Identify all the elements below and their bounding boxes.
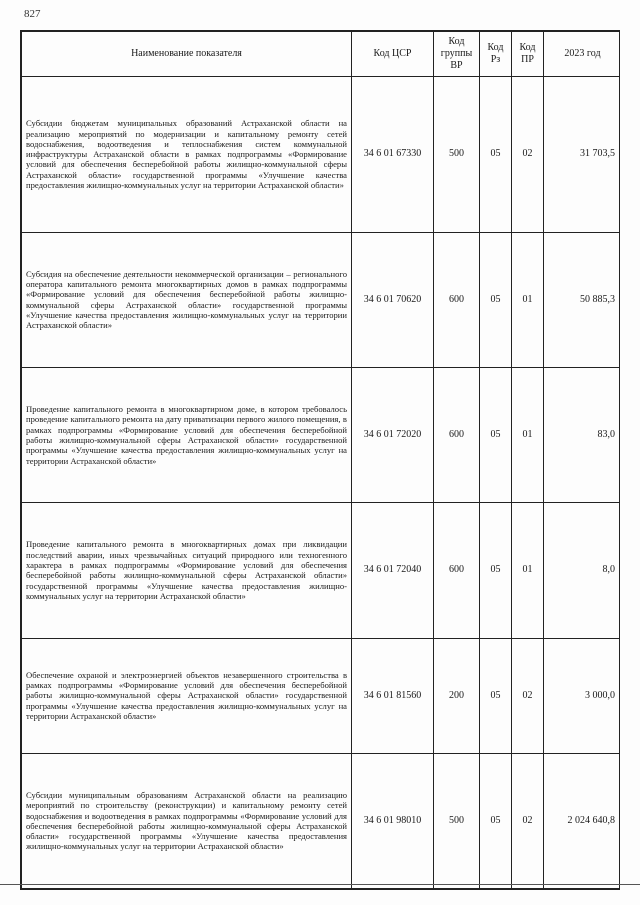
table-row — [22, 367, 621, 502]
row-csr-code: 34 6 01 72020 — [352, 367, 434, 502]
row-vr-code: 600 — [434, 367, 480, 502]
row-pr-code: 02 — [512, 77, 544, 233]
row-csr-code: 34 6 01 98010 — [352, 753, 434, 888]
row-amount: 8,0 — [544, 503, 621, 638]
row-amount: 2 024 640,8 — [544, 753, 621, 888]
scan-edge-line — [0, 884, 640, 885]
row-vr-code: 600 — [434, 232, 480, 367]
header-rz: Код Рз — [480, 32, 512, 77]
table-row — [22, 753, 621, 888]
row-vr-code: 600 — [434, 503, 480, 638]
row-amount: 83,0 — [544, 367, 621, 502]
row-vr-code: 500 — [434, 753, 480, 888]
row-rz-code: 05 — [480, 503, 512, 638]
row-vr-code: 200 — [434, 638, 480, 753]
table-header — [22, 32, 621, 77]
table-row — [22, 232, 621, 367]
header-csr: Код ЦСР — [352, 32, 434, 77]
row-name: Обеспечение охраной и электроэнергией объектов незавершенного строительства в рамках подпрограммы «Формирование условий для обеспечения бесперебойной работы жилищно-коммунальной сферы Астраханской области» государственной программы «Улучшение качества предоставления жилищно-коммунальных услуг на территории Астраханской области» — [22, 638, 352, 753]
row-csr-code: 34 6 01 72040 — [352, 503, 434, 638]
row-pr-code: 01 — [512, 503, 544, 638]
row-csr-code: 34 6 01 67330 — [352, 77, 434, 233]
row-name: Субсидии бюджетам муниципальных образований Астраханской области на реализацию мероприятий по модернизации и капитальному ремонту сетей водоснабжения, водоотведения и теплоснабжения систем коммунальной инфраструктуры Астраханской области в рамках подпрограммы «Формирование условий для обеспечения бесперебойной работы жилищно-коммунальной сферы Астраханской области» государственной программы «Улучшение качества предоставления жилищно-коммунальных услуг на территории Астраханской области» — [22, 77, 352, 233]
row-pr-code: 01 — [512, 232, 544, 367]
row-pr-code: 01 — [512, 367, 544, 502]
header-name: Наименование показателя — [22, 32, 352, 77]
row-name: Проведение капитального ремонта в многоквартирных домах при ликвидации последствий аварии, иных чрезвычайных ситуаций природного или техногенного характера в рамках подпрограммы «Формирование условий для обеспечения бесперебойной работы жилищно-коммунальной сферы Астраханской области» государственной программы «Улучшение качества предоставления жилищно-коммунальных услуг на территории Астраханской области» — [22, 503, 352, 638]
row-amount: 3 000,0 — [544, 638, 621, 753]
header-row — [22, 32, 621, 77]
table-body — [22, 77, 621, 889]
row-csr-code: 34 6 01 81560 — [352, 638, 434, 753]
row-pr-code: 02 — [512, 753, 544, 888]
row-name: Субсидия на обеспечение деятельности некоммерческой организации – регионального оператора капитального ремонта многоквартирных домов в рамках подпрограммы «Формирование условий для обеспечения бесперебойной работы жилищно-коммунальной сферы Астраханской области» государственной программы «Улучшение качества предоставления жилищно-коммунальных услуг на территории Астраханской области» — [22, 232, 352, 367]
table-row — [22, 503, 621, 638]
budget-table-container — [20, 30, 620, 890]
row-amount: 31 703,5 — [544, 77, 621, 233]
budget-table — [21, 31, 620, 889]
row-rz-code: 05 — [480, 232, 512, 367]
header-pr: Код ПР — [512, 32, 544, 77]
row-rz-code: 05 — [480, 753, 512, 888]
row-vr-code: 500 — [434, 77, 480, 233]
row-pr-code: 02 — [512, 638, 544, 753]
row-rz-code: 05 — [480, 367, 512, 502]
row-csr-code: 34 6 01 70620 — [352, 232, 434, 367]
table-row — [22, 638, 621, 753]
row-rz-code: 05 — [480, 77, 512, 233]
page-number: 827 — [24, 8, 41, 20]
row-name: Проведение капитального ремонта в многоквартирном доме, в котором требовалось проведение капитального ремонта на дату приватизации первого жилого помещения, в рамках подпрограммы «Формирование условий для обеспечения бесперебойной работы жилищно-коммунальной сферы Астраханской области» государственной программы «Улучшение качества предоставления жилищно-коммунальных услуг на территории Астраханской области» — [22, 367, 352, 502]
header-vr: Код группы ВР — [434, 32, 480, 77]
row-amount: 50 885,3 — [544, 232, 621, 367]
table-row — [22, 77, 621, 233]
row-rz-code: 05 — [480, 638, 512, 753]
header-year: 2023 год — [544, 32, 621, 77]
row-name: Субсидии муниципальным образованиям Астраханской области на реализацию мероприятий по строительству (реконструкции) и капитальному ремонту сетей водоснабжения и водоотведения в рамках подпрограммы «Формирование условий для обеспечения бесперебойной работы жилищно-коммунальной сферы Астраханской области» государственной программы «Улучшение качества предоставления жилищно-коммунальных услуг на территории Астраханской области» — [22, 753, 352, 888]
